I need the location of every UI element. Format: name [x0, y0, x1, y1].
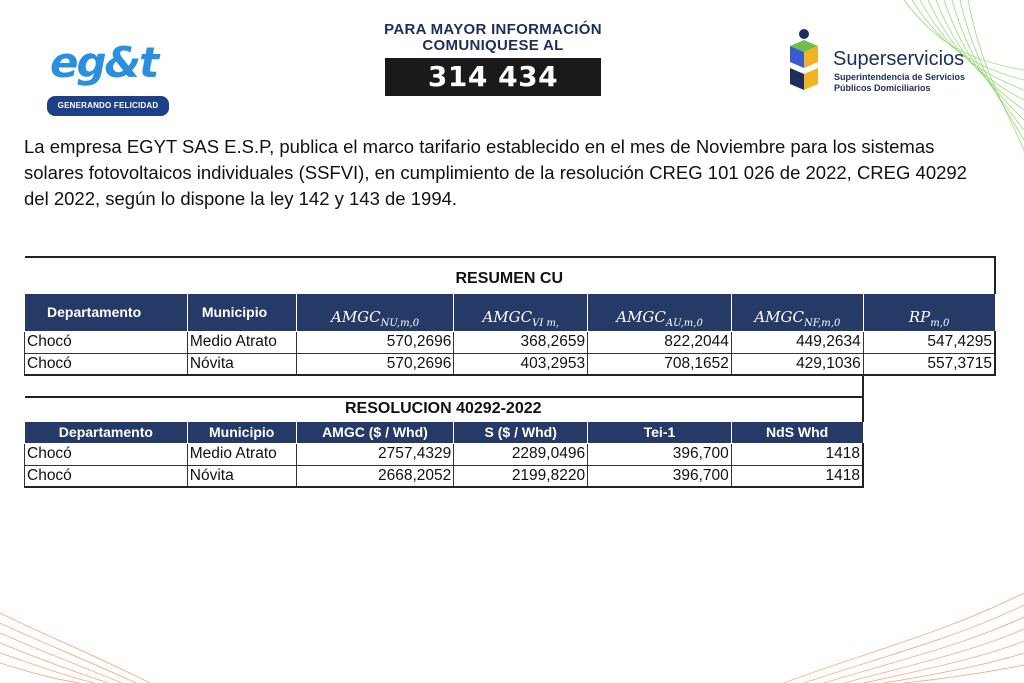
header-amgc-nf [731, 293, 863, 331]
header-departamento: Departamento [25, 421, 188, 443]
superservicios-subtitle-2: Públicos Domiciliarios [834, 83, 931, 93]
cell-tei: 396,700 [588, 465, 732, 487]
superservicios-name: Superservicios [833, 48, 965, 70]
superservicios-logo [786, 28, 1001, 96]
table-row [25, 331, 996, 353]
cell-departamento: Chocó [25, 443, 188, 465]
resolucion-title: RESOLUCION 40292-2022 [25, 397, 864, 421]
cell-municipio: Nóvita [187, 353, 296, 375]
intro-paragraph: La empresa EGYT SAS E.S.P, publica el marco tarifario establecido en el mes de Noviembre para los sistemas solares fotovoltaicos individuales (SSFVI), en cumplimiento de la resolución CREG 101 026 de 2022, CREG 40292 del 2022, según lo dispone la ley 142 y 143 de 1994. [24, 136, 967, 209]
contact-phone: 314 434 8960 [385, 58, 601, 96]
cell-departamento: Chocó [25, 353, 188, 375]
resolucion-header-row [25, 421, 864, 443]
cell-s: 2199,8220 [454, 465, 588, 487]
header-tei: Tei-1 [588, 421, 732, 443]
superservicios-emblem-icon [786, 28, 826, 92]
contact-line-1: PARA MAYOR INFORMACIÓN [384, 21, 602, 38]
table-row [25, 443, 864, 465]
header-rp [863, 293, 995, 331]
cell-amgc-nf: 449,2634 [731, 331, 863, 353]
header-nds: NdS Whd [731, 421, 863, 443]
header-amgc-au-base: AMGC [616, 307, 666, 326]
cell-municipio: Medio Atrato [187, 443, 296, 465]
cell-departamento: Chocó [25, 331, 188, 353]
egyt-wordmark: eg&t [50, 38, 158, 87]
decorative-waves-bottom-right [784, 573, 1024, 683]
cell-s: 2289,0496 [454, 443, 588, 465]
header-amgc: AMGC ($ / Whd) [296, 421, 454, 443]
header-departamento: Departamento [25, 293, 188, 331]
cell-amgc-nf: 429,1036 [731, 353, 863, 375]
egyt-tagline: GENERANDO FELICIDAD [47, 96, 169, 116]
cell-departamento: Chocó [25, 465, 188, 487]
cell-rp: 547,4295 [863, 331, 995, 353]
cell-municipio: Medio Atrato [187, 331, 296, 353]
header-rp-sub: m,0 [930, 317, 950, 329]
resumen-cu-header-row [25, 293, 996, 331]
cell-nds: 1418 [731, 443, 863, 465]
superservicios-subtitle-1: Superintendencia de Servicios [834, 72, 966, 82]
cell-tei: 396,700 [588, 443, 732, 465]
cell-amgc-au: 708,1652 [588, 353, 732, 375]
cell-nds: 1418 [731, 465, 863, 487]
egyt-logo [44, 38, 169, 120]
header-amgc-nf-base: AMGC [754, 307, 804, 326]
cell-amgc-nu: 570,2696 [296, 331, 454, 353]
header-s: S ($ / Whd) [454, 421, 588, 443]
header-municipio: Municipio [187, 293, 296, 331]
header-amgc-au [588, 293, 732, 331]
cell-amgc-vi: 403,2953 [454, 353, 588, 375]
resolucion-table [24, 396, 864, 488]
resumen-cu-table [24, 256, 996, 376]
table-row [25, 353, 996, 375]
contact-block [368, 22, 618, 129]
cell-municipio: Nóvita [187, 465, 296, 487]
cell-amgc-nu: 570,2696 [296, 353, 454, 375]
cell-amgc-au: 822,2044 [588, 331, 732, 353]
decorative-waves-bottom-left [0, 573, 180, 683]
header-rp-base: RP [908, 307, 931, 326]
header-amgc-au-sub: AU,m,0 [665, 317, 703, 329]
header-amgc-nu-sub: NU,m,0 [380, 317, 420, 329]
header-amgc-nf-sub: NF,m,0 [803, 317, 841, 329]
resumen-cu-title: RESUMEN CU [25, 257, 996, 293]
cell-amgc: 2757,4329 [296, 443, 454, 465]
header-amgc-vi-base: AMGC [482, 307, 533, 326]
header-amgc-vi [454, 293, 588, 331]
table-row [25, 465, 864, 487]
header-amgc-nu-base: AMGC [330, 307, 381, 326]
header-amgc-nu [296, 293, 454, 331]
cell-amgc-vi: 368,2659 [454, 331, 588, 353]
header-amgc-vi-sub: VI m, [532, 317, 560, 329]
contact-line-2: COMUNIQUESE AL [422, 37, 564, 54]
header-municipio: Municipio [187, 421, 296, 443]
cell-amgc: 2668,2052 [296, 465, 454, 487]
cell-rp: 557,3715 [863, 353, 995, 375]
